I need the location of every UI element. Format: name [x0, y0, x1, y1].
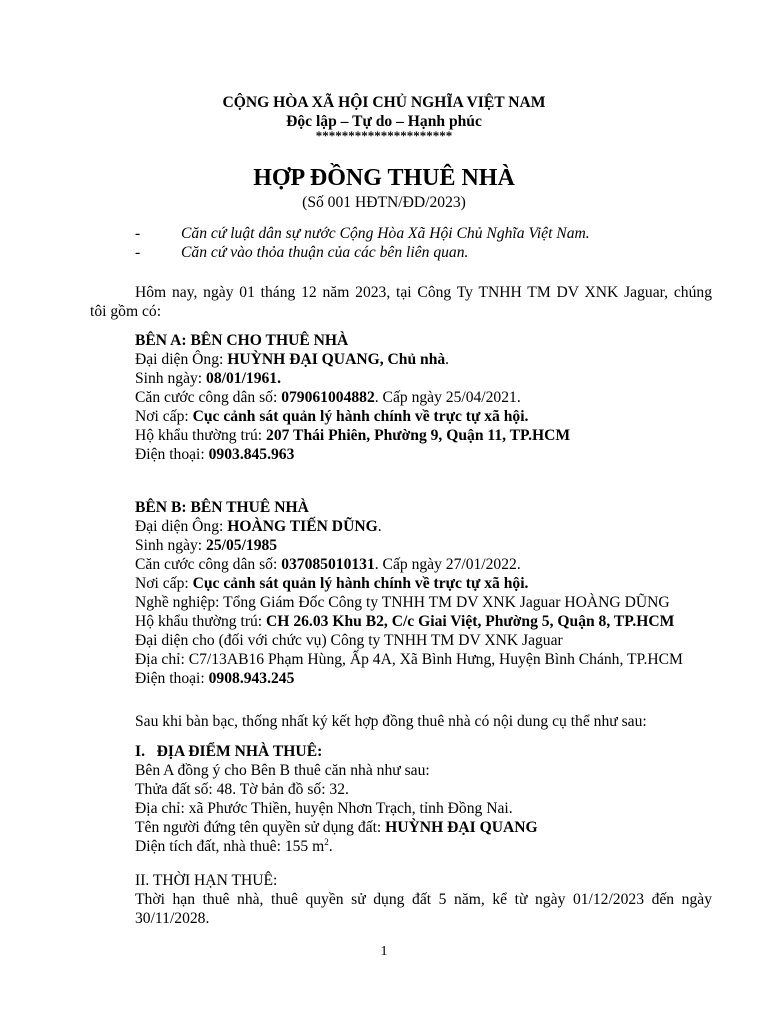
- party-b-heading: BÊN B: BÊN THUÊ NHÀ: [135, 499, 309, 516]
- section-2-line-2: 30/11/2028.: [135, 910, 210, 927]
- section-2-line-1: Thời hạn thuê nhà, thuê quyền sử dụng đất 5 năm, kể từ ngày 01/12/2023 đến ngày: [135, 891, 712, 908]
- contract-number: (Số 001 HĐTN/ĐD/2023): [302, 194, 466, 211]
- party-b-occupation: Nghề nghiệp: Tổng Giám Đốc Công ty TNHH TM DV XNK Jaguar HOÀNG DŨNG: [135, 594, 670, 611]
- intro-line-2: tôi gồm có:: [90, 303, 162, 320]
- party-b-dob: Sinh ngày: 25/05/1985: [135, 537, 278, 554]
- agreement-text: Sau khi bàn bạc, thống nhất ký kết hợp đồng thuê nhà có nội dung cụ thể như sau:: [135, 713, 647, 730]
- party-a-issue-place: Nơi cấp: Cục cảnh sát quản lý hành chính về trực tự xã hội.: [135, 408, 529, 425]
- page-number: 1: [380, 944, 388, 959]
- basis-text-2: Căn cứ vào thỏa thuận của các bên liên quan.: [181, 244, 469, 261]
- party-a-id: Căn cước công dân số: 079061004882. Cấp ngày 25/04/2021.: [135, 389, 521, 406]
- motto: Độc lập – Tự do – Hạnh phúc: [286, 113, 482, 130]
- party-a-residence: Hộ khẩu thường trú: 207 Thái Phiên, Phường 9, Quận 11, TP.HCM: [135, 427, 571, 444]
- party-a-dob: Sinh ngày: 08/01/1961.: [135, 370, 281, 387]
- section-1-line-1: Bên A đồng ý cho Bên B thuê căn nhà như sau:: [135, 762, 430, 779]
- party-a-heading: BÊN A: BÊN CHO THUÊ NHÀ: [135, 332, 349, 349]
- party-b-represent: Đại diện cho (đối với chức vụ) Công ty TNHH TM DV XNK Jaguar: [135, 632, 563, 649]
- party-a-phone: Điện thoại: 0903.845.963: [135, 446, 295, 463]
- stars-divider: *********************: [315, 128, 453, 143]
- party-b-representative: Đại diện Ông: HOÀNG TIẾN DŨNG.: [135, 518, 382, 535]
- party-b-block: [135, 498, 683, 688]
- national-title: CỘNG HÒA XÃ HỘI CHỦ NGHĨA VIỆT NAM: [222, 94, 546, 111]
- party-b-phone: Điện thoại: 0908.943.245: [135, 670, 295, 687]
- section-1-line-3: Địa chỉ: xã Phước Thiền, huyện Nhơn Trạch, tỉnh Đồng Nai.: [135, 800, 513, 817]
- contract-title: HỢP ĐỒNG THUÊ NHÀ: [253, 165, 515, 191]
- section-1-area: Diện tích đất, nhà thuê: 155 $m^2$.: [135, 836, 333, 855]
- party-b-residence: Hộ khẩu thường trú: CH 26.03 Khu B2, C/c Giai Việt, Phường 5, Quận 8, TP.HCM: [135, 613, 675, 630]
- basis-text-1: Căn cứ luật dân sự nước Cộng Hòa Xã Hội Chủ Nghĩa Việt Nam.: [181, 225, 590, 242]
- basis-dash-2: -: [135, 244, 141, 261]
- party-b-id: Căn cước công dân số: 037085010131. Cấp ngày 27/01/2022.: [135, 556, 521, 573]
- basis-dash-1: -: [135, 225, 141, 242]
- section-1-heading: I. ĐỊA ĐIỂM NHÀ THUÊ:: [135, 743, 323, 760]
- intro-line-1: Hôm nay, ngày 01 tháng 12 năm 2023, tại Công Ty TNHH TM DV XNK Jaguar, chúng: [135, 284, 712, 301]
- section-2-heading: II. THỜI HẠN THUÊ:: [135, 872, 278, 889]
- party-a-representative: Đại diện Ông: HUỲNH ĐẠI QUANG, Chủ nhà.: [135, 351, 450, 368]
- party-b-address: Địa chỉ: C7/13AB16 Phạm Hùng, Ấp 4A, Xã Bình Hưng, Huyện Bình Chánh, TP.HCM: [135, 651, 683, 668]
- section-1-line-2: Thửa đất số: 48. Tờ bản đồ số: 32.: [135, 781, 349, 798]
- party-b-issue-place: Nơi cấp: Cục cảnh sát quản lý hành chính về trực tự xã hội.: [135, 575, 529, 592]
- section-1-block: [135, 742, 538, 856]
- section-1-owner: Tên người đứng tên quyền sử dụng đất: HUỲNH ĐẠI QUANG: [135, 819, 538, 836]
- party-a-block: [135, 331, 570, 464]
